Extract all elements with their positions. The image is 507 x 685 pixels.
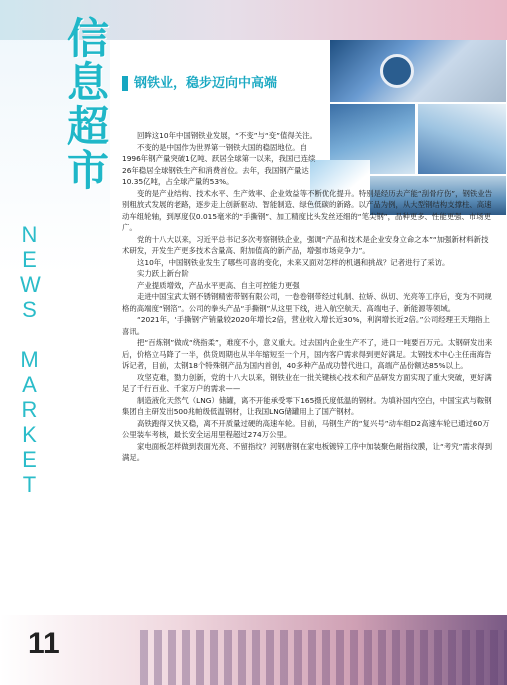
article-subheading: 实力跃上新台阶 [137, 269, 189, 278]
news-market-char: S [22, 297, 38, 322]
article-paragraph: 走进中国宝武太钢不锈钢精密带钢有限公司，一卷卷钢带经过轧制、拉矫、纵切、光亮等工序后，变为不同规格的高端度“钢箔”。公司的拳头产品“手撕钢”从这里下线，进入航空航天、高端电子、新能源等领域。 [122, 292, 492, 313]
article-paragraph: 把“百炼钢”做成“绕指柔”，难度不小，意义重大。过去国内企业生产不了，进口一吨要百万元。太钢研发出来后，价格立马降了一半，供货周期也从半年缩短至一个月，国内客户需求得到更好满足。太钢技术中心主任南海告诉记者，目前，太钢18个特殊钢产品为国内首创，40多种产品成功替代进口，高端产品份额达85%以上。 [122, 338, 493, 370]
news-market-char: N [21, 222, 39, 247]
article-paragraph: 这10年，中国钢铁业发生了哪些可喜的变化，未来又面对怎样的机遇和挑战？记者进行了采访。 [137, 257, 450, 267]
news-market-char: A [22, 372, 38, 397]
article-headline: 钢铁业，稳步迈向中高端 [122, 76, 277, 91]
news-market-char: E [22, 447, 38, 472]
section-title-info-market [62, 18, 114, 194]
article-paragraph: 攻坚克难，勠力创新，党的十八大以来，钢铁业在一批关键核心技术和产品研发方面实现了重大突破，更好满足了千行百业、千家万户的需求—— [122, 372, 492, 393]
news-market-char: M [20, 347, 40, 372]
city-skyline-graphic [140, 630, 507, 685]
article-subheading: 产业提质增效，产品水平更高、自主可控能力更强 [137, 280, 300, 290]
news-market-vertical-label [20, 222, 40, 497]
section-title-char: 信 [66, 17, 109, 63]
news-market-char [20, 322, 40, 347]
article-paragraph: 制造液化天然气（LNG）储罐，离不开能承受零下165摄氏度低温的钢材。为填补国内空白，中国宝武与鞍钢集团自主研发出500兆帕级低温钢材，让我国LNG储罐用上了国产钢材。 [122, 395, 492, 416]
news-market-char: E [22, 247, 38, 272]
news-market-char: W [20, 272, 42, 297]
section-title-char: 市 [66, 149, 109, 195]
article-paragraph: 党的十八大以来，习近平总书记多次考察钢铁企业，强调“产品和技术是企业安身立命之本”“加强新材料新技术研发，开发生产更多技术含量高、附加值高的新产品，增强市场竞争力”。 [122, 234, 489, 255]
article-paragraph: 家电面板怎样做到表面光亮、不留指纹？河钢唐钢在家电板镀锌工序中加装聚色耐指纹膜，让“考究”需求得到满足。 [122, 441, 493, 462]
news-market-char: R [21, 397, 39, 422]
steel-workers-photo [330, 40, 506, 102]
section-title-char: 息 [66, 61, 109, 107]
article-paragraph: 不变的是中国作为世界第一钢铁大国的稳固地位。自1996年钢产量突破1亿吨、跃居全球第一以来，我国已连续26年稳居全球钢铁生产和消费首位。去年，我国钢产量达10.35亿吨，占全球产量的53%。 [122, 142, 316, 186]
news-market-char: T [22, 472, 38, 497]
article-paragraph: “2021年，‘手撕钢’产销量较2020年增长2倍，营业收入增长近30%，利润增长近2倍。”公司经理王天翔指上喜讯。 [122, 315, 490, 336]
page-number: 11 [28, 627, 60, 660]
article-paragraph: 回眸这10年中国钢铁业发展，“不变”与“变”值得关注。 [137, 131, 317, 140]
news-market-char: K [22, 422, 38, 447]
section-title-char: 超 [66, 105, 109, 151]
article-body [122, 130, 494, 464]
worker-figure [380, 54, 414, 88]
article-paragraph: 高铁跑得又快又稳，离不开质量过硬的高速车轮。目前，马钢生产的“复兴号”动车组D2高速车轮已通过60万公里装车考核，最长安全运用里程超过274万公里。 [122, 418, 490, 439]
article-paragraph: 变的是产业结构、技术水平、生产效率、企业效益等不断优化提升。特别是经历去产能“刮骨疗伤”，钢铁业告别粗放式发展的老路，逐步走上创新驱动、智能制造、绿色低碳的新路。以产品为例，从大型钢结构支撑柱、高速动车组轮轴，到厚度仅0.015毫米的“手撕钢”、加工精度比头发丝还细的“笔尖钢”，品种更多、性能更强、市场更广。 [122, 188, 493, 232]
